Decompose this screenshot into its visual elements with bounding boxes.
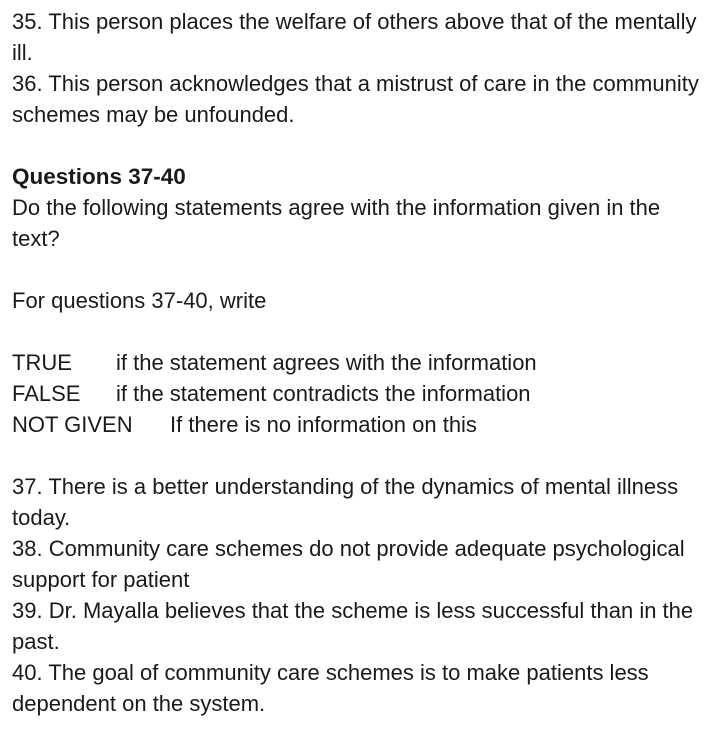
option-not-given [12, 409, 702, 440]
question-number: 36. [12, 71, 43, 96]
question-number: 40. [12, 660, 43, 685]
option-desc: if the statement contradicts the information [116, 381, 531, 406]
question-36 [12, 68, 702, 130]
option-key: TRUE [12, 350, 72, 375]
option-key: NOT GIVEN [12, 412, 133, 437]
option-key: FALSE [12, 381, 81, 406]
option-false [12, 378, 702, 409]
section-prompt: For questions 37-40, write [12, 288, 267, 313]
question-text: This person places the welfare of others above that of the mentally ill. [12, 9, 697, 65]
question-number: 37. [12, 474, 43, 499]
spacer [12, 130, 702, 161]
document-page [12, 6, 702, 719]
question-35 [12, 6, 702, 68]
question-text: This person acknowledges that a mistrust of care in the community schemes may be unfounded. [12, 71, 699, 127]
question-text: Community care schemes do not provide adequate psychological support for patient [12, 536, 685, 592]
question-text: The goal of community care schemes is to make patients less dependent on the system. [12, 660, 649, 716]
section-heading: Questions 37-40 [12, 164, 186, 189]
option-desc: If there is no information on this [170, 412, 477, 437]
question-text: There is a better understanding of the dynamics of mental illness today. [12, 474, 679, 530]
option-desc: if the statement agrees with the information [116, 350, 537, 375]
question-39 [12, 595, 702, 657]
spacer [12, 254, 702, 285]
section-instruction: Do the following statements agree with the information given in the text? [12, 195, 661, 251]
question-37 [12, 471, 702, 533]
option-true [12, 347, 702, 378]
question-38 [12, 533, 702, 595]
spacer [12, 316, 702, 347]
question-number: 35. [12, 9, 43, 34]
question-40 [12, 657, 702, 719]
question-text: Dr. Mayalla believes that the scheme is less successful than in the past. [12, 598, 694, 654]
answer-options [12, 347, 702, 440]
question-number: 39. [12, 598, 43, 623]
question-number: 38. [12, 536, 43, 561]
spacer [12, 440, 702, 471]
